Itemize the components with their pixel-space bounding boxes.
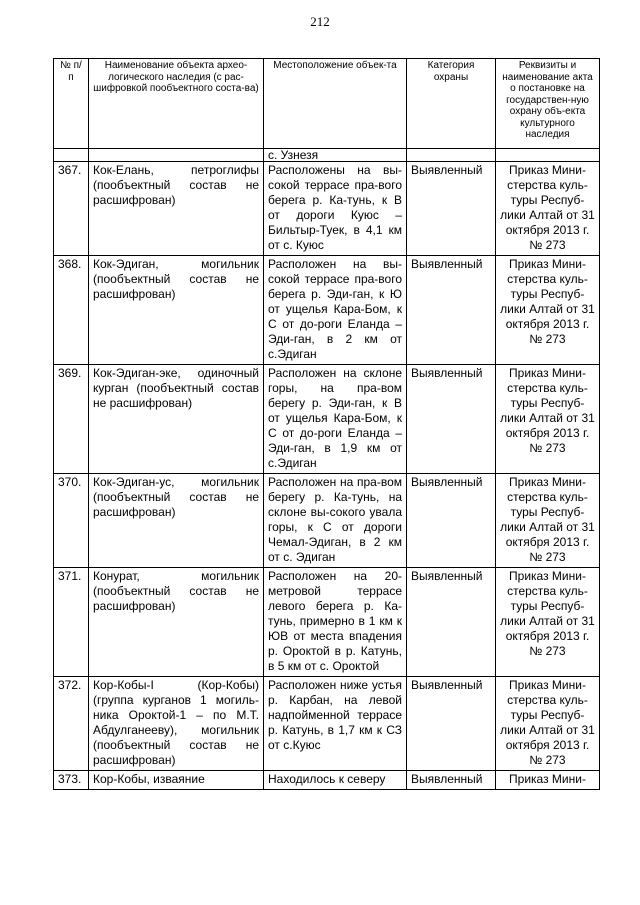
table-row xyxy=(54,474,600,568)
cell-category: Выявленный xyxy=(407,677,496,771)
cell-location: Расположены на вы-сокой террасе пра-вого берега р. Ка-тунь, к В от дороги Куюс – Бильтыр-Туек, в 4,1 км от с. Куюс xyxy=(264,162,407,256)
header-requisites: Реквизиты и наименование акта о постановке на государствен-ную охрану объ-екта культурного наследия xyxy=(496,59,600,149)
header-name: Наименование объекта архео-логического наследия (с рас-шифровкой пообъектного соста-ва) xyxy=(89,59,264,149)
header-num: № п/п xyxy=(54,59,89,149)
cell-object-name: Кок-Елань, петроглифы (пообъектный состав не расшифрован) xyxy=(89,162,264,256)
cell-requisites: Приказ Мини-стерства куль-туры Респуб-лики Алтай от 31 октября 2013 г. № 273 xyxy=(496,568,600,677)
table-row xyxy=(54,256,600,365)
cell-num: 371. xyxy=(54,568,89,677)
cell-object-name: Кор-Кобы-I (Кор-Кобы) (группа курганов 1 могиль-ника Ороктой-1 – по М.Т. Абдулганееву), могильник (пообъектный состав не расшифрован) xyxy=(89,677,264,771)
continuation-row xyxy=(54,149,600,162)
heritage-registry-table xyxy=(53,58,600,790)
cell-requisites: Приказ Мини-стерства куль-туры Респуб-лики Алтай от 31 октября 2013 г. № 273 xyxy=(496,677,600,771)
table-row xyxy=(54,162,600,256)
cell-num: 367. xyxy=(54,162,89,256)
cell-category: Выявленный xyxy=(407,474,496,568)
cell-object-name: Кок-Эдиган-эке, одиночный курган (пообъектный состав не расшифрован) xyxy=(89,365,264,474)
cell-num: 373. xyxy=(54,771,89,790)
cell-requisites: Приказ Мини- xyxy=(496,771,600,790)
cell-location: Расположен на пра-вом берегу р. Ка-тунь, на склоне вы-сокого увала горы, к С от дороги Чемал-Эдиган, в 2 км от с. Эдиган xyxy=(264,474,407,568)
table-row xyxy=(54,568,600,677)
cell-object-name: Кок-Эдиган, могильник (пообъектный состав не расшифрован) xyxy=(89,256,264,365)
table-row xyxy=(54,771,600,790)
cell-location: Расположен на 20-метровой террасе левого берега р. Ка-тунь, примерно в 1 км к ЮВ от места впадения р. Ороктой в р. Катунь, в 5 км от с. Ороктой xyxy=(264,568,407,677)
cell-location: Расположен ниже устья р. Карбан, на левой надпойменной террасе р. Катунь, в 1,7 км к СЗ от с.Куюс xyxy=(264,677,407,771)
table-header-row xyxy=(54,59,600,149)
cell-category: Выявленный xyxy=(407,771,496,790)
cell-requisites: Приказ Мини-стерства куль-туры Респуб-лики Алтай от 31 октября 2013 г. № 273 xyxy=(496,162,600,256)
cell-object-name: Кок-Эдиган-ус, могильник (пообъектный состав не расшифрован) xyxy=(89,474,264,568)
table-row xyxy=(54,365,600,474)
cell-category: Выявленный xyxy=(407,365,496,474)
page-number: 212 xyxy=(310,14,330,29)
cell-location: Расположен на склоне горы, на пра-вом берегу р. Эди-ган, к В от ущелья Кара-Бом, к С от до-роги Еланда – Эди-ган, в 1,9 км от с.Эдиган xyxy=(264,365,407,474)
cell-num: 370. xyxy=(54,474,89,568)
continuation-location: с. Узнезя xyxy=(264,149,407,162)
cell-requisites: Приказ Мини-стерства куль-туры Респуб-лики Алтай от 31 октября 2013 г. № 273 xyxy=(496,474,600,568)
cell-location: Находилось к северу xyxy=(264,771,407,790)
cell-num: 372. xyxy=(54,677,89,771)
header-category: Категория охраны xyxy=(407,59,496,149)
cell-category: Выявленный xyxy=(407,568,496,677)
table-row xyxy=(54,677,600,771)
cell-requisites: Приказ Мини-стерства куль-туры Респуб-лики Алтай от 31 октября 2013 г. № 273 xyxy=(496,256,600,365)
cell-object-name: Кор-Кобы, изваяние xyxy=(89,771,264,790)
cell-object-name: Конурат, могильник (пообъектный состав не расшифрован) xyxy=(89,568,264,677)
cell-num: 369. xyxy=(54,365,89,474)
cell-requisites: Приказ Мини-стерства куль-туры Респуб-лики Алтай от 31 октября 2013 г. № 273 xyxy=(496,365,600,474)
header-location: Местоположение объек-та xyxy=(264,59,407,149)
cell-location: Расположен на вы-сокой террасе пра-вого берега р. Эди-ган, к Ю от ущелья Кара-Бом, к С от до-роги Еланда – Эди-ган, в 2 км от с.Эдиган xyxy=(264,256,407,365)
cell-num: 368. xyxy=(54,256,89,365)
cell-category: Выявленный xyxy=(407,162,496,256)
cell-category: Выявленный xyxy=(407,256,496,365)
